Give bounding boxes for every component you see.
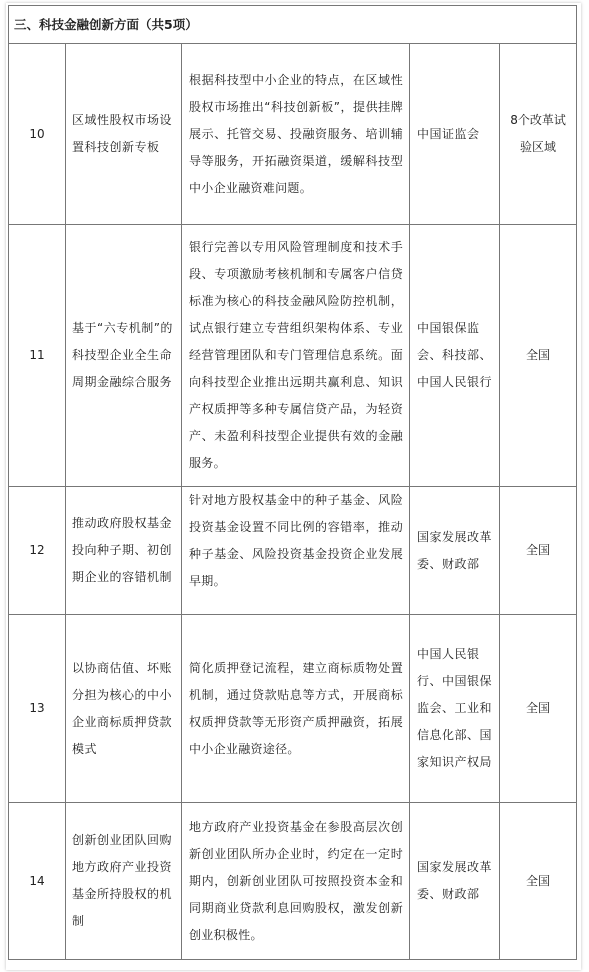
measure-description: 根据科技型中小企业的特点，在区域性股权市场推出“科技创新板”，提供挂牌展示、托管交易、投融资服务、培训辅导等服务，开拓融资渠道，缓解科技型中小企业融资难问题。 [182, 44, 410, 225]
table-row [9, 803, 577, 960]
measure-name: 推动政府股权基金投向种子期、初创期企业的容错机制 [66, 487, 182, 615]
measure-description: 地方政府产业投资基金在参股高层次创新创业团队所办企业时，约定在一定时期内，创新创业团队可按照投资本金和同期商业贷款利息回购股权，激发创新创业积极性。 [182, 803, 410, 960]
table-row [9, 487, 577, 615]
table-row [9, 44, 577, 225]
reform-table-container [8, 5, 579, 968]
measure-name: 创新创业团队回购地方政府产业投资基金所持股权的机制 [66, 803, 182, 960]
measure-name: 以协商估值、坏账分担为核心的中小企业商标质押贷款模式 [66, 615, 182, 803]
implementation-scope: 全国 [500, 615, 577, 803]
responsible-department: 国家发展改革委、财政部 [410, 487, 500, 615]
measure-description: 针对地方股权基金中的种子基金、风险投资基金设置不同比例的容错率，推动种子基金、风险投资基金投资企业发展早期。 [182, 487, 410, 615]
measure-description: 银行完善以专用风险管理制度和技术手段、专项激励考核机制和专属客户信贷标准为核心的科技金融风险防控机制，试点银行建立专营组织架构体系、专业经营管理团队和专门管理信息系统。面向科技型企业推出远期共赢利息、知识产权质押等多种专属信贷产品，为轻资产、未盈利科技型企业提供有效的金融服务。 [182, 225, 410, 487]
responsible-department: 中国银保监会、科技部、中国人民银行 [410, 225, 500, 487]
implementation-scope: 8个改革试验区域 [500, 44, 577, 225]
row-number: 12 [9, 487, 66, 615]
section-header-row [9, 6, 577, 44]
implementation-scope: 全国 [500, 803, 577, 960]
row-number: 14 [9, 803, 66, 960]
responsible-department: 中国人民银行、中国银保监会、工业和信息化部、国家知识产权局 [410, 615, 500, 803]
row-number: 11 [9, 225, 66, 487]
measure-name: 区域性股权市场设置科技创新专板 [66, 44, 182, 225]
row-number: 10 [9, 44, 66, 225]
implementation-scope: 全国 [500, 487, 577, 615]
responsible-department: 中国证监会 [410, 44, 500, 225]
row-number: 13 [9, 615, 66, 803]
table-row [9, 615, 577, 803]
responsible-department: 国家发展改革委、财政部 [410, 803, 500, 960]
measure-description: 简化质押登记流程，建立商标质物处置机制，通过贷款贴息等方式，开展商标权质押贷款等无形资产质押融资，拓展中小企业融资途径。 [182, 615, 410, 803]
reform-measures-table [8, 5, 577, 960]
table-row [9, 225, 577, 487]
implementation-scope: 全国 [500, 225, 577, 487]
measure-name: 基于“六专机制”的科技型企业全生命周期金融综合服务 [66, 225, 182, 487]
section-title: 三、科技金融创新方面（共5项） [9, 6, 577, 44]
